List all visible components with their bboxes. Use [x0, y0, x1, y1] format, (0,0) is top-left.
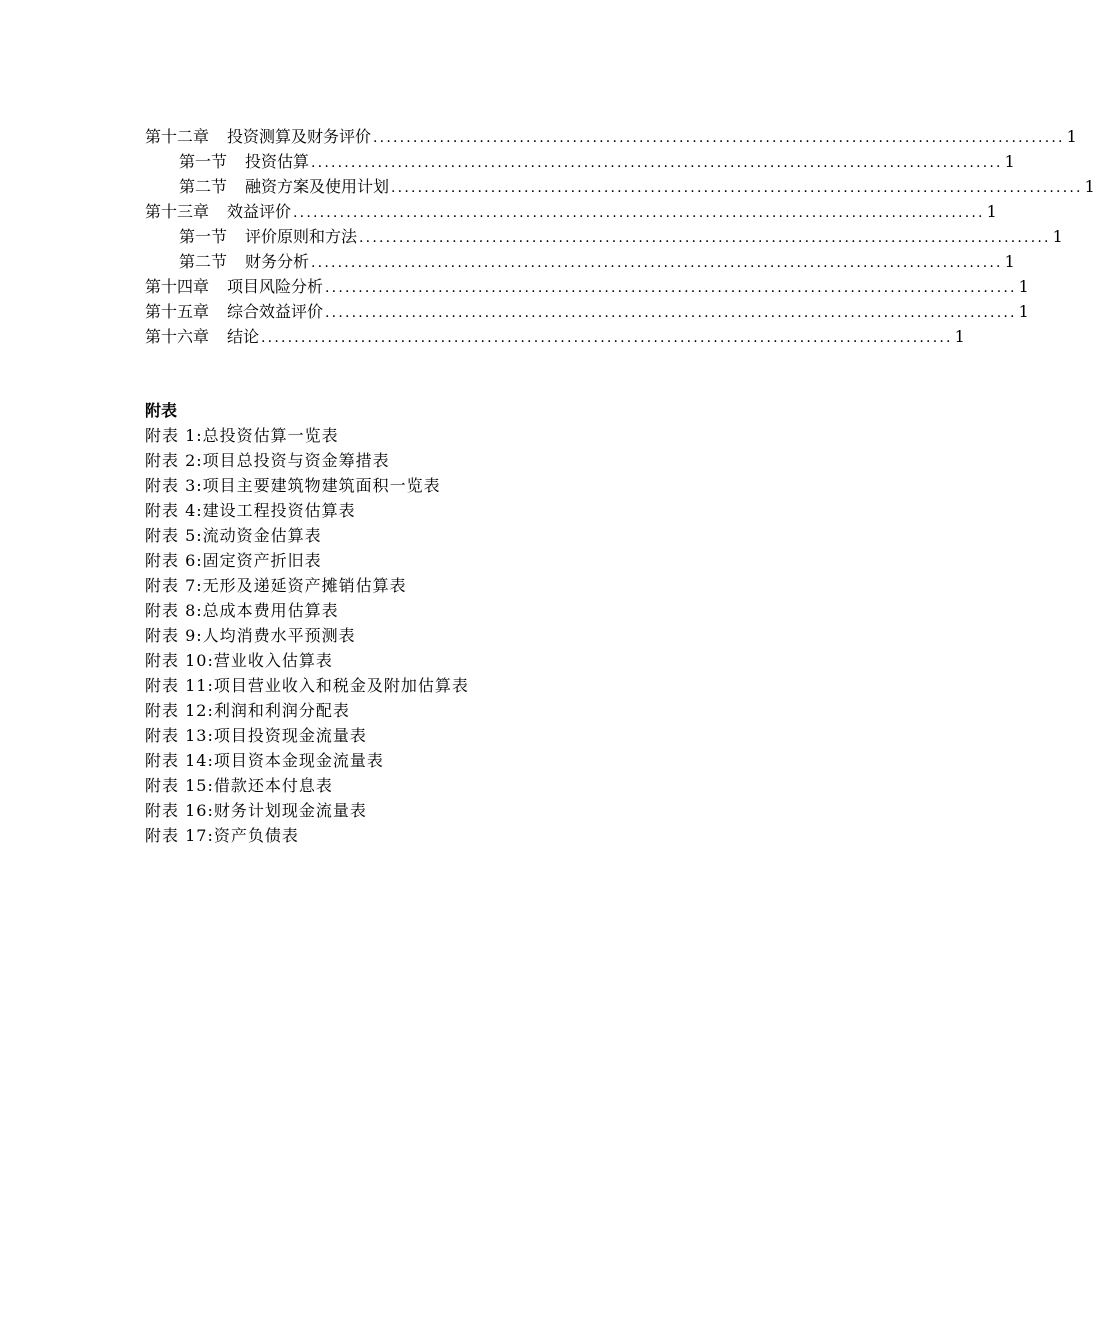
- toc-entry-title: 评价原则和方法: [245, 227, 358, 246]
- toc-entry-number: 第二节: [179, 177, 228, 196]
- toc-dot-leader: ........................................................................................................: [391, 180, 1083, 196]
- toc-entry-page: 1: [1004, 252, 1015, 271]
- toc-entry-title: 效益评价: [227, 202, 292, 221]
- toc-entry-page: 1: [1084, 177, 1095, 196]
- appendix-item: 附表 12:利润和利润分配表: [145, 701, 350, 720]
- toc-entry-section-13-1[interactable]: [145, 224, 1063, 249]
- toc-entry-chapter-12[interactable]: [145, 124, 1077, 149]
- toc-entry-number: 第十四章: [145, 277, 210, 296]
- toc-entry-title: 项目风险分析: [227, 277, 324, 296]
- appendix-item: 附表 3:项目主要建筑物建筑面积一览表: [145, 476, 441, 495]
- appendix-item: 附表 9:人均消费水平预测表: [145, 626, 356, 645]
- toc-entry-chapter-13[interactable]: [145, 199, 997, 224]
- appendix-item: 附表 11:项目营业收入和税金及附加估算表: [145, 676, 469, 695]
- appendix-item: 附表 17:资产负债表: [145, 826, 299, 845]
- toc-entry-title: 财务分析: [245, 252, 310, 271]
- appendix-section: [145, 398, 745, 848]
- toc-entry-section-12-1[interactable]: [145, 149, 1015, 174]
- toc-dot-leader: ........................................................................................................: [373, 130, 1065, 146]
- appendix-item: 附表 5:流动资金估算表: [145, 526, 322, 545]
- toc-dot-leader: ........................................................................................................: [311, 255, 1003, 271]
- toc-entry-page: 1: [1004, 152, 1015, 171]
- toc-entry-page: 1: [954, 327, 965, 346]
- appendix-item: 附表 1:总投资估算一览表: [145, 426, 339, 445]
- toc-entry-number: 第十二章: [145, 127, 210, 146]
- appendix-item: 附表 10:营业收入估算表: [145, 651, 333, 670]
- appendix-item: 附表 6:固定资产折旧表: [145, 551, 322, 570]
- toc-entry-title: 结论: [227, 327, 260, 346]
- toc-entry-page: 1: [1052, 227, 1063, 246]
- toc-entry-chapter-14[interactable]: [145, 274, 1029, 299]
- toc-entry-page: 1: [986, 202, 997, 221]
- appendix-item: 附表 13:项目投资现金流量表: [145, 726, 367, 745]
- appendix-item: 附表 8:总成本费用估算表: [145, 601, 339, 620]
- toc-entry-number: 第十五章: [145, 302, 210, 321]
- appendix-item: 附表 15:借款还本付息表: [145, 776, 333, 795]
- appendix-heading: 附表: [145, 401, 178, 420]
- toc-dot-leader: ........................................................................................................: [311, 155, 1003, 171]
- toc-entry-chapter-15[interactable]: [145, 299, 1029, 324]
- toc-entry-number: 第二节: [179, 252, 228, 271]
- toc-entry-title: 投资测算及财务评价: [227, 127, 372, 146]
- toc-entry-number: 第十六章: [145, 327, 210, 346]
- toc-entry-page: 1: [1018, 302, 1029, 321]
- toc-entry-number: 第一节: [179, 227, 228, 246]
- toc-entry-chapter-16[interactable]: [145, 324, 965, 349]
- appendix-item: 附表 16:财务计划现金流量表: [145, 801, 367, 820]
- toc-dot-leader: ........................................................................................................: [325, 280, 1017, 296]
- toc-entry-section-13-2[interactable]: [145, 249, 1015, 274]
- toc-entry-title: 综合效益评价: [227, 302, 324, 321]
- table-of-contents: [145, 124, 1095, 349]
- toc-entry-section-12-2[interactable]: [145, 174, 1095, 199]
- appendix-list: [145, 423, 745, 848]
- appendix-item: 附表 14:项目资本金现金流量表: [145, 751, 384, 770]
- appendix-item: 附表 2:项目总投资与资金筹措表: [145, 451, 390, 470]
- toc-entry-number: 第十三章: [145, 202, 210, 221]
- toc-entry-title: 投资估算: [245, 152, 310, 171]
- toc-entry-page: 1: [1018, 277, 1029, 296]
- toc-dot-leader: ........................................................................................................: [325, 305, 1017, 321]
- toc-dot-leader: ........................................................................................................: [261, 330, 953, 346]
- toc-dot-leader: ........................................................................................................: [293, 205, 985, 221]
- toc-entry-title: 融资方案及使用计划: [245, 177, 390, 196]
- appendix-item: 附表 4:建设工程投资估算表: [145, 501, 356, 520]
- appendix-item: 附表 7:无形及递延资产摊销估算表: [145, 576, 407, 595]
- toc-entry-number: 第一节: [179, 152, 228, 171]
- toc-entry-page: 1: [1066, 127, 1077, 146]
- toc-dot-leader: ........................................................................................................: [359, 230, 1051, 246]
